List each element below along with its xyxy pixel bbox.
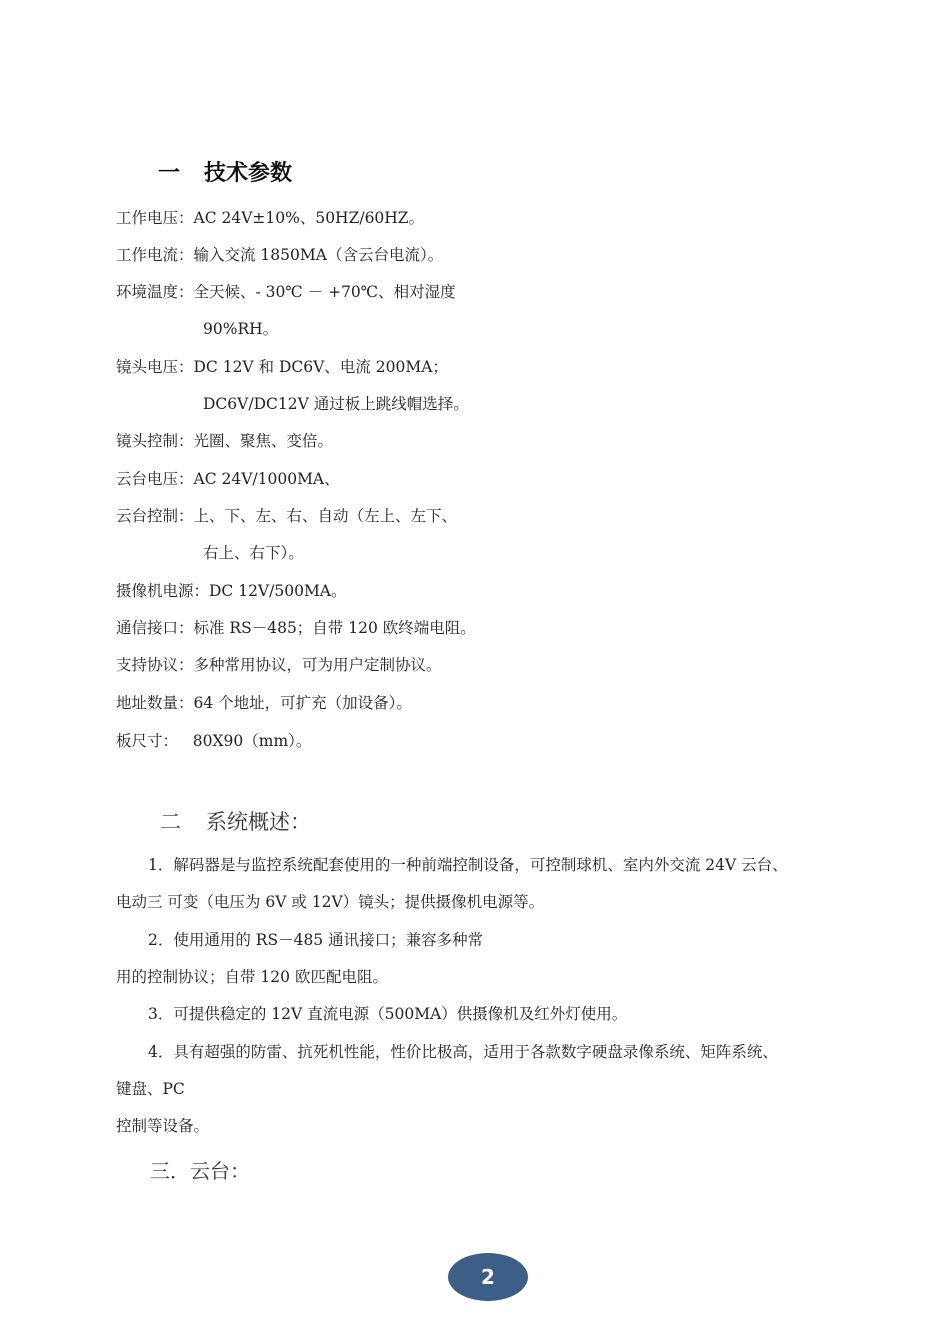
spec-board-size: 板尺寸： 80X90（mm）。 bbox=[116, 732, 312, 750]
section-3-heading: 三．云台： bbox=[150, 1159, 250, 1183]
spec-ambient-temperature: 环境温度：全天候、- 30℃ － +70℃、相对湿度 bbox=[116, 283, 456, 301]
spec-lens-control: 镜头控制：光圈、聚焦、变倍。 bbox=[116, 432, 334, 450]
overview-item-2: 2．使用通用的 RS－485 通讯接口；兼容多种常 bbox=[148, 931, 484, 949]
section-1-heading bbox=[158, 158, 292, 190]
overview-item-3: 3．可提供稳定的 12V 直流电源（500MA）供摄像机及红外灯使用。 bbox=[148, 1005, 628, 1023]
section-1-number: 一 bbox=[158, 161, 181, 186]
overview-item-1-cont: 电动三 可变（电压为 6V 或 12V）镜头；提供摄像机电源等。 bbox=[116, 893, 545, 911]
spec-working-current: 工作电流：输入交流 1850MA（含云台电流）。 bbox=[116, 246, 444, 264]
spec-ptz-control: 云台控制：上、下、左、右、自动（左上、左下、 bbox=[116, 507, 458, 525]
overview-item-4-cont: 键盘、PC bbox=[116, 1080, 185, 1098]
spec-ptz-control-cont: 右上、右下）。 bbox=[203, 544, 304, 562]
spec-comm-interface: 通信接口：标准 RS－485；自带 120 欧终端电阻。 bbox=[116, 619, 476, 637]
overview-item-1: 1．解码器是与监控系统配套使用的一种前端控制设备，可控制球机、室内外交流 24V 云台、 bbox=[148, 856, 788, 874]
spec-working-voltage: 工作电压：AC 24V±10%、50HZ/60HZ。 bbox=[116, 209, 425, 227]
spec-lens-voltage: 镜头电压：DC 12V 和 DC6V、电流 200MA； bbox=[116, 358, 448, 376]
section-2-title: 系统概述： bbox=[206, 810, 311, 834]
spec-ptz-voltage: 云台电压：AC 24V/1000MA、 bbox=[116, 470, 340, 488]
spec-camera-power: 摄像机电源：DC 12V/500MA。 bbox=[116, 582, 347, 600]
spec-address-count: 地址数量：64 个地址，可扩充（加设备）。 bbox=[116, 694, 412, 712]
overview-item-2-cont: 用的控制协议；自带 120 欧匹配电阻。 bbox=[116, 968, 388, 986]
overview-item-4-cont2: 控制等设备。 bbox=[116, 1117, 210, 1135]
section-2-number: 二 bbox=[160, 810, 181, 834]
overview-item-4: 4．具有超强的防雷、抗死机性能，性价比极高，适用于各款数字硬盘录像系统、矩阵系统、 bbox=[148, 1043, 778, 1061]
spec-lens-voltage-cont: DC6V/DC12V 通过板上跳线帽选择。 bbox=[203, 395, 469, 413]
spec-protocol: 支持协议：多种常用协议，可为用户定制协议。 bbox=[116, 656, 442, 674]
page-number-badge: 2 bbox=[448, 1253, 528, 1301]
section-2-heading bbox=[160, 806, 311, 838]
spec-ambient-temperature-cont: 90%RH。 bbox=[203, 320, 279, 338]
section-1-title: 技术参数 bbox=[204, 161, 293, 186]
